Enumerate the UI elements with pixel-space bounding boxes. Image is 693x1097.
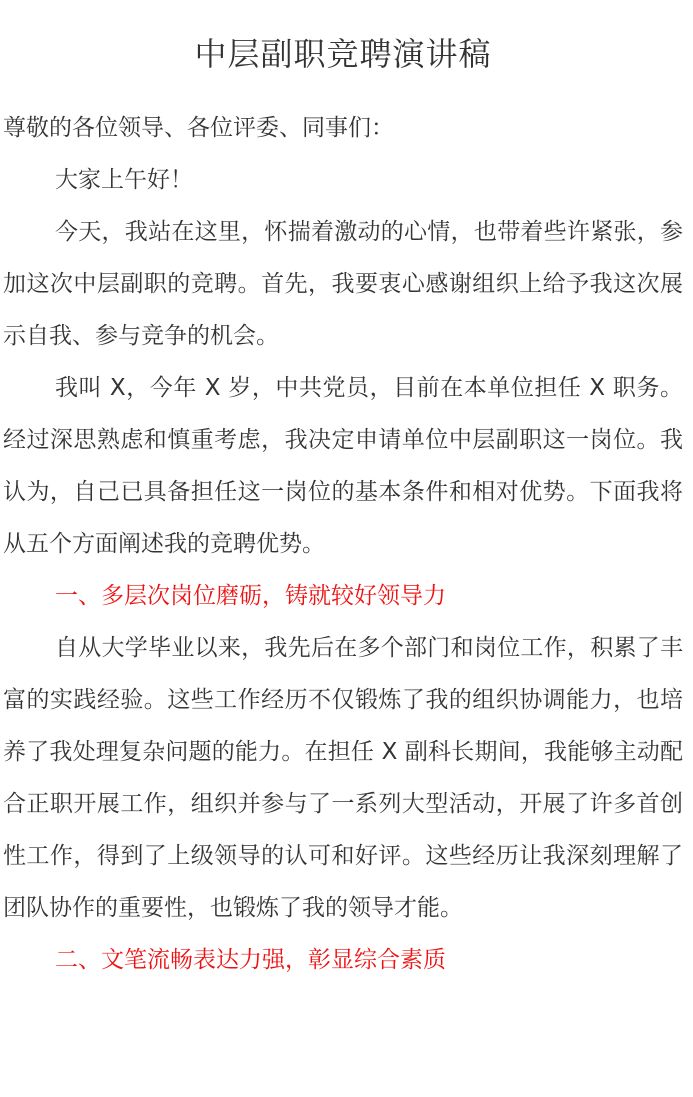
salutation: 大家上午好！	[55, 167, 193, 193]
paragraph-self-introduction: 我叫 X，今年 X 岁，中共党员，目前在本单位担任 X 职务。经过深思熟虑和慎重考虑，我决定申请单位中层副职这一岗位。我认为，自己已具备担任这一岗位的基本条件和相对优势。下面我将从五个方面阐述我的竞聘优势。	[3, 375, 683, 557]
document-body	[3, 102, 683, 986]
paragraph-section-1: 自从大学毕业以来，我先后在多个部门和岗位工作，积累了丰富的实践经验。这些工作经历不仅锻炼了我的组织协调能力，也培养了我处理复杂问题的能力。在担任 X 副科长期间，我能够主动配合正职开展工作，组织并参与了一系列大型活动，开展了许多首创性工作，得到了上级领导的认可和好评。这些经历让我深刻理解了团队协作的重要性，也锻炼了我的领导才能。	[3, 635, 683, 921]
document-title: 中层副职竞聘演讲稿	[194, 35, 492, 73]
section-heading-1: 一、多层次岗位磨砺，铸就较好领导力	[55, 583, 446, 609]
paragraph-intro: 今天，我站在这里，怀揣着激动的心情，也带着些许紧张，参加这次中层副职的竞聘。首先，我要衷心感谢组织上给予我这次展示自我、参与竞争的机会。	[3, 219, 683, 349]
section-heading-2: 二、文笔流畅表达力强，彰显综合素质	[55, 947, 446, 973]
greeting: 尊敬的各位领导、各位评委、同事们：	[3, 115, 394, 141]
